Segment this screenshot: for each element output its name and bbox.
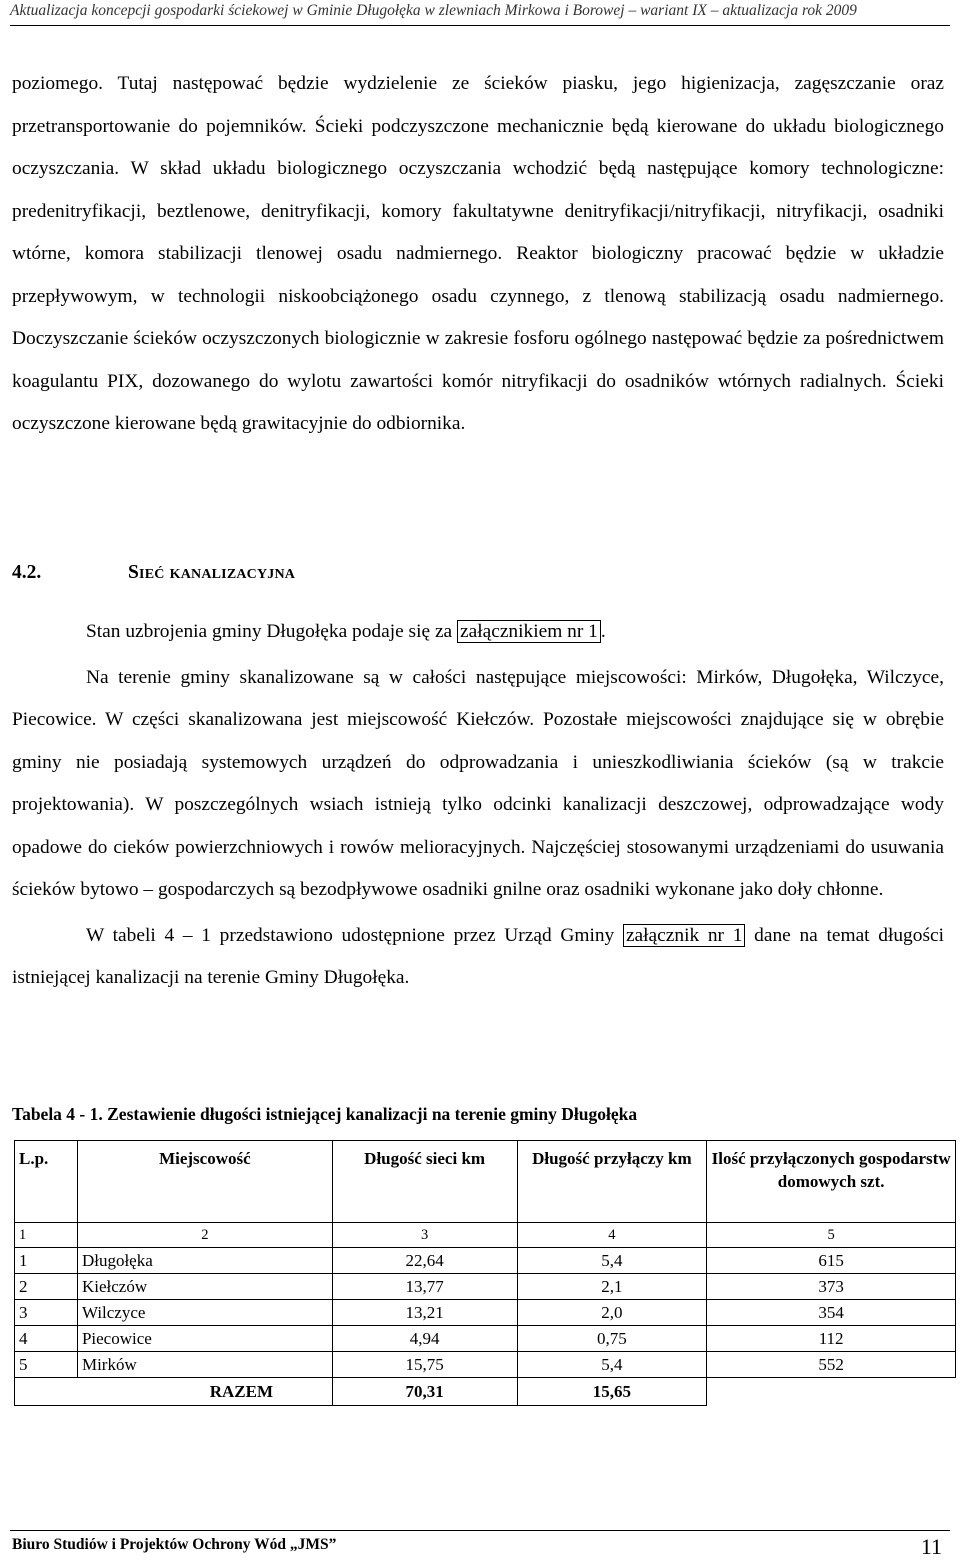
- cell-place: Kiełczów: [77, 1274, 332, 1300]
- column-number: 2: [77, 1223, 332, 1248]
- sewer-length-table: [14, 1140, 956, 1406]
- table-caption: Tabela 4 - 1. Zestawienie długości istniejącej kanalizacji na terenie gminy Długołęka: [12, 1104, 638, 1124]
- cell-place: Długołęka: [77, 1248, 332, 1274]
- header-rule: [10, 25, 950, 26]
- cell-place: Mirków: [77, 1352, 332, 1378]
- cell-network: 13,77: [332, 1274, 517, 1300]
- header-lp: L.p.: [15, 1141, 78, 1223]
- cell-households: 552: [707, 1352, 956, 1378]
- paragraph-treatment: poziomego. Tutaj następować będzie wydzielenie ze ścieków piasku, jego higienizacja, zagęszczanie oraz przetransportowanie do pojemników. Ścieki podczyszczone mechanicznie będą kierowane do układu biologicznego oczyszczania. W skład układu biologicznego oczyszczania wchodzić będą następujące komory technologiczne: predenitryfikacji, beztlenowe, denitryfikacji, komory fakultatywne denitryfikacji/nitryfikacji, nitryfikacji, osadniki wtórne, komora stabilizacji tlenowej osadu nadmiernego. Reaktor biologiczny pracować będzie w układzie przepływowym, w technologii niskoobciążonego osadu czynnego, z tlenową stabilizacją osadu nadmiernego. Doczyszczanie ścieków oczyszczonych biologicznie w zakresie fosforu ogólnego następować będzie za pośrednictwem koagulantu PIX, dozowanego do wylotu zawartości komór nitryfikacji do osadników wtórnych radialnych. Ścieki oczyszczone kierowane będą grawitacyjnie do odbiornika.: [12, 73, 944, 434]
- header-place: Miejscowość: [77, 1141, 332, 1223]
- page-number: 11: [920, 1534, 942, 1559]
- footer-company: Biuro Studiów i Projektów Ochrony Wód „JMS”: [12, 1536, 337, 1553]
- cell-connections: 2,0: [517, 1300, 707, 1326]
- body-text-top: [12, 63, 944, 446]
- cell-place: Wilczyce: [77, 1300, 332, 1326]
- paragraph-table-intro-text: W tabeli 4 – 1 przedstawiono udostępnione przez Urząd Gminy: [86, 924, 623, 946]
- cell-connections: 5,4: [517, 1248, 707, 1274]
- total-network: 70,31: [332, 1378, 517, 1406]
- paragraph-table-intro-end: dane na temat długości istniejącej kanalizacji na terenie Gminy Długołęka.: [12, 924, 944, 988]
- header-households: Ilość przyłączonych gospodarstw domowych szt.: [707, 1141, 956, 1223]
- body-text-sewer: [12, 611, 944, 1000]
- column-number: 3: [332, 1223, 517, 1248]
- paragraph-equipment: [12, 611, 944, 654]
- attachment-reference-2: załącznik nr 1: [623, 924, 745, 947]
- table-header-row: [15, 1141, 956, 1223]
- cell-network: 15,75: [332, 1352, 517, 1378]
- cell-lp: 2: [15, 1274, 78, 1300]
- header-network: Długość sieci km: [332, 1141, 517, 1223]
- attachment-reference-1: załącznikiem nr 1: [457, 620, 601, 643]
- table-total-row: [15, 1378, 956, 1406]
- cell-households: 615: [707, 1248, 956, 1274]
- total-empty-cell: [707, 1378, 956, 1406]
- cell-connections: 2,1: [517, 1274, 707, 1300]
- paragraph-table-intro: [12, 915, 944, 1000]
- cell-lp: 5: [15, 1352, 78, 1378]
- table-row: [15, 1300, 956, 1326]
- table-row: [15, 1248, 956, 1274]
- cell-network: 4,94: [332, 1326, 517, 1352]
- table-row: [15, 1352, 956, 1378]
- cell-connections: 5,4: [517, 1352, 707, 1378]
- paragraph-sewered-towns: Na terenie gminy skanalizowane są w całości następujące miejscowości: Mirków, Długołęka, Wilczyce, Piecowice. W części skanalizowana jest miejscowość Kiełczów. Pozostałe miejscowości znajdujące się w obrębie gminy nie posiadają systemowych urządzeń do odprowadzania i unieszkodliwiania ścieków (są w trakcie projektowania). W poszczególnych wsiach istnieją tylko odcinki kanalizacji deszczowej, odprowadzające wody opadowe do cieków powierzchniowych i rowów melioracyjnych. Najczęściej stosowanymi urządzeniami do usuwania ścieków bytowo – gospodarczych są bezodpływowe osadniki gnilne oraz osadniki wykonane jako doły chłonne.: [12, 666, 944, 900]
- section-heading: [12, 562, 295, 584]
- footer-rule: [10, 1530, 950, 1531]
- cell-network: 13,21: [332, 1300, 517, 1326]
- cell-households: 112: [707, 1326, 956, 1352]
- cell-lp: 3: [15, 1300, 78, 1326]
- paragraph-equipment-end: .: [600, 621, 606, 642]
- total-connections: 15,65: [517, 1378, 707, 1406]
- cell-connections: 0,75: [517, 1326, 707, 1352]
- column-number: 1: [15, 1223, 78, 1248]
- header-connections: Długość przyłączy km: [517, 1141, 707, 1223]
- cell-place: Piecowice: [77, 1326, 332, 1352]
- cell-households: 354: [707, 1300, 956, 1326]
- column-number: 5: [707, 1223, 956, 1248]
- running-header: Aktualizacja koncepcji gospodarki ściekowej w Gminie Długołęka w zlewniach Mirkowa i Borowej – wariant IX – aktualizacja rok 2009: [10, 2, 857, 19]
- column-number: 4: [517, 1223, 707, 1248]
- cell-lp: 4: [15, 1326, 78, 1352]
- table-column-number-row: [15, 1223, 956, 1248]
- table-row: [15, 1326, 956, 1352]
- total-label: RAZEM: [15, 1378, 333, 1406]
- cell-households: 373: [707, 1274, 956, 1300]
- table-row: [15, 1274, 956, 1300]
- section-number: 4.2.: [12, 562, 42, 583]
- section-title: Sieć kanalizacyjna: [128, 562, 296, 583]
- cell-network: 22,64: [332, 1248, 517, 1274]
- paragraph-equipment-text: Stan uzbrojenia gminy Długołęka podaje się za: [86, 621, 458, 642]
- cell-lp: 1: [15, 1248, 78, 1274]
